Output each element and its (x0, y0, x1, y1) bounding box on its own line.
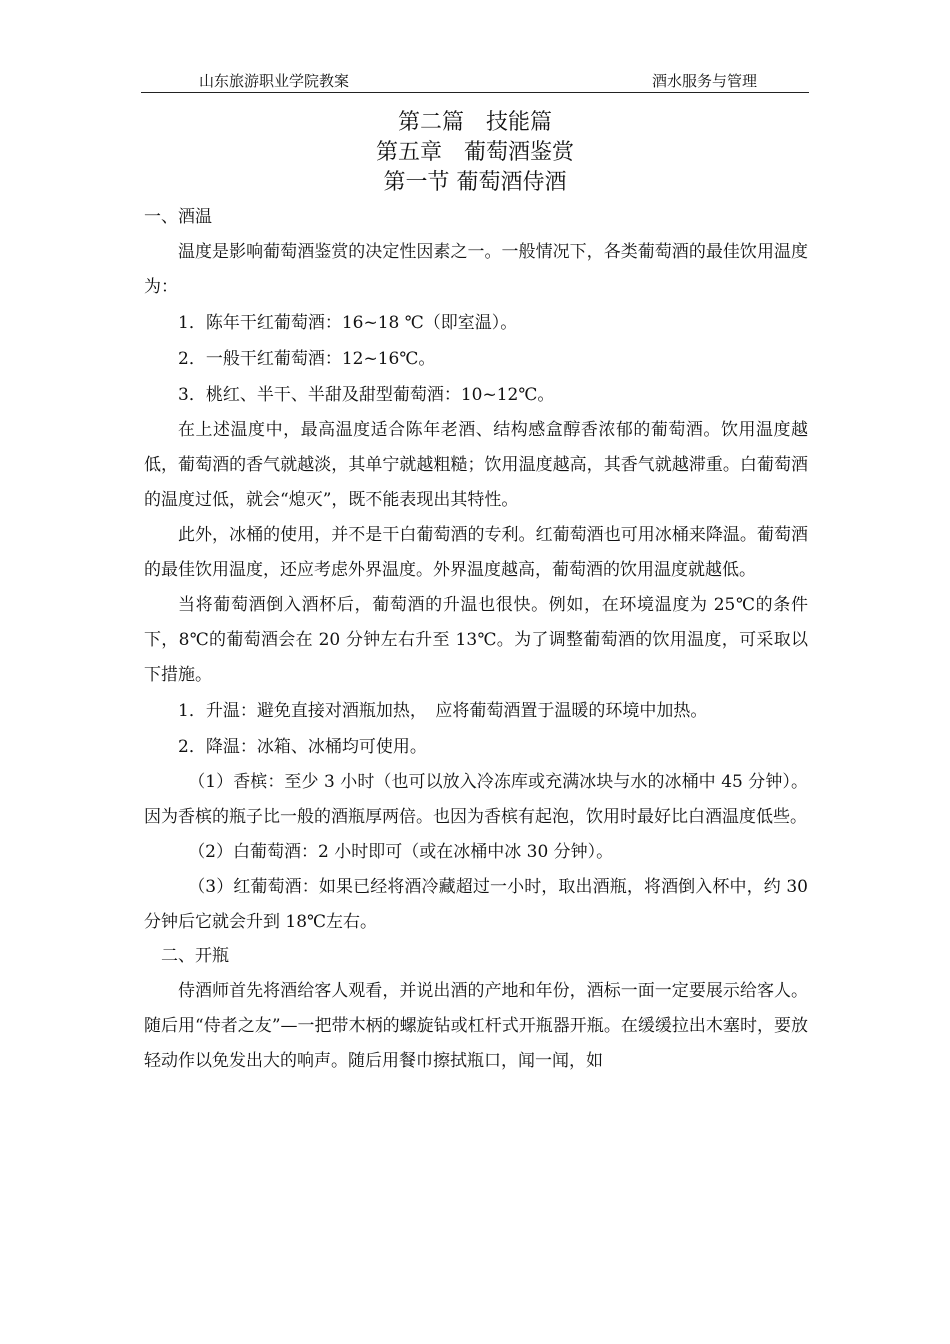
sub-item-champagne: （1）香槟：至少 3 小时（也可以放入冷冻库或充满冰块与水的冰桶中 45 分钟）。因为香槟的瓶子比一般的酒瓶厚两倍。也因为香槟有起泡，饮用时最好比白酒温度低些。 (144, 772, 808, 827)
paragraph-intro: 温度是影响葡萄酒鉴赏的决定性因素之一。一般情况下，各类葡萄酒的最佳饮用温度为： (144, 242, 808, 297)
paragraph-warming: 当将葡萄酒倒入酒杯后，葡萄酒的升温也很快。例如，在环境温度为 25℃的条件下，8℃的葡萄酒会在 20 分钟左右升至 13℃。为了调整葡萄酒的饮用温度，可采取以下措施。 (144, 595, 808, 685)
title-block (141, 108, 809, 198)
list-item-3: 3．桃红、半干、半甜及甜型葡萄酒：10~12℃。 (178, 385, 555, 405)
paragraph-temperature-effects: 在上述温度中，最高温度适合陈年老酒、结构感盒醇香浓郁的葡萄酒。饮用温度越低，葡萄酒的香气就越淡，其单宁就越粗糙；饮用温度越高，其香气就越滞重。白葡萄酒的温度过低，就会“熄灭”，既不能表现出其特性。 (144, 420, 808, 510)
page-header (141, 70, 809, 93)
heading-temperature: 一、酒温 (144, 207, 212, 227)
paragraph-opening: 侍酒师首先将酒给客人观看，并说出酒的产地和年份，酒标一面一定要展示给客人。随后用“侍者之友”—一把带木柄的螺旋钻或杠杆式开瓶器开瓶。在缓缓拉出木塞时，要放轻动作以免发出大的响声。随后用餐巾擦拭瓶口，闻一闻，如 (144, 981, 808, 1071)
document-body (144, 203, 808, 1079)
measure-cooling: 2．降温：冰箱、冰桶均可使用。 (178, 737, 427, 757)
part-title: 第二篇 技能篇 (397, 110, 552, 135)
list-item-1: 1．陈年干红葡萄酒：16~18 ℃（即室温）。 (178, 313, 518, 333)
sub-item-white-wine: （2）白葡萄酒：2 小时即可（或在冰桶中冰 30 分钟）。 (188, 842, 614, 862)
section-title: 第一节 葡萄酒侍酒 (383, 170, 567, 195)
sub-item-red-wine: （3）红葡萄酒：如果已经将酒冷藏超过一小时，取出酒瓶，将酒倒入杯中，约 30 分钟后它就会升到 18℃左右。 (144, 877, 808, 932)
header-institution: 山东旅游职业学院教案 (199, 72, 350, 90)
list-item-2: 2．一般干红葡萄酒：12~16℃。 (178, 349, 436, 369)
chapter-title: 第五章 葡萄酒鉴赏 (375, 140, 574, 165)
header-course: 酒水服务与管理 (651, 72, 757, 90)
measure-heating: 1．升温：避免直接对酒瓶加热， 应将葡萄酒置于温暖的环境中加热。 (178, 701, 708, 721)
heading-opening: 二、开瓶 (161, 946, 229, 966)
paragraph-ice-bucket: 此外，冰桶的使用，并不是干白葡萄酒的专利。红葡萄酒也可用冰桶来降温。葡萄酒的最佳饮用温度，还应考虑外界温度。外界温度越高，葡萄酒的饮用温度就越低。 (144, 525, 808, 580)
